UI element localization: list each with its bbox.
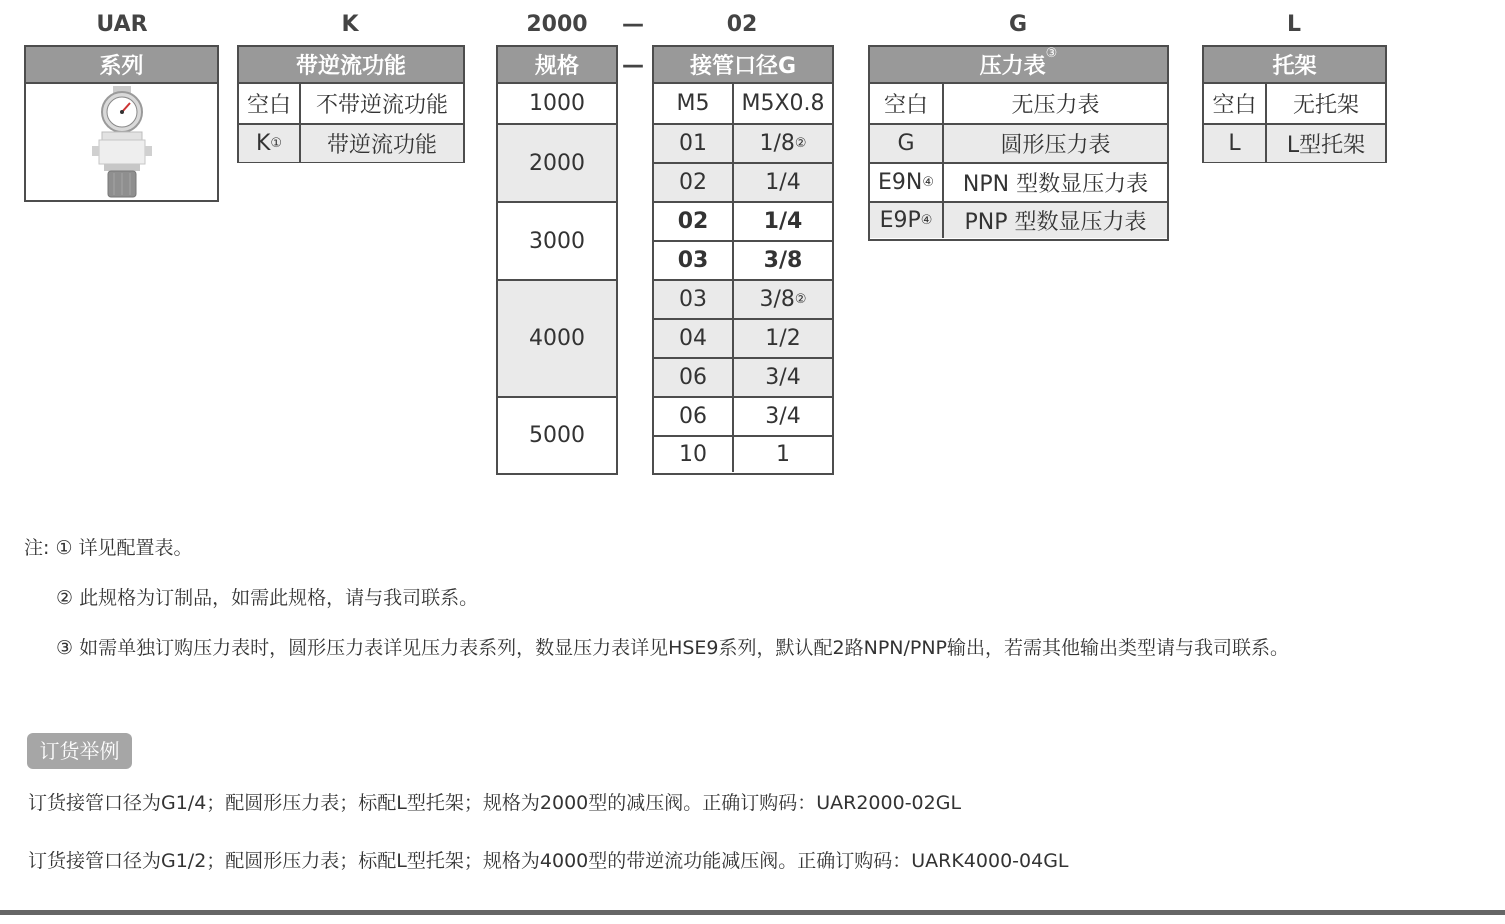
port-header: 接管口径G	[654, 47, 832, 84]
port-size: 1	[776, 442, 790, 467]
order-example-tag: 订货举例	[27, 733, 132, 769]
port-code: 01	[654, 125, 734, 162]
gauge-desc: PNP 型数显压力表	[964, 210, 1147, 235]
order-example-2: 订货接管口径为G1/2；配圆形压力表；标配L型托架；规格为4000型的带逆流功能减压阀。正确订购码：UARK4000-04GL	[28, 850, 1069, 872]
backflow-desc: 不带逆流功能	[315, 93, 448, 118]
series-section	[24, 45, 219, 202]
bottom-bar	[0, 910, 1505, 915]
port-code: 03	[654, 281, 734, 318]
note-1: 注: ① 详见配置表。	[24, 537, 193, 559]
bracket-section	[1202, 45, 1387, 163]
gauge-header: 压力表③	[870, 47, 1167, 84]
size-cell: 1000	[498, 84, 616, 123]
port-size: 1/8 ②	[759, 131, 807, 156]
port-size: 3/8 ②	[759, 287, 807, 312]
series-header: 系列	[26, 47, 217, 84]
size-cell: 5000	[498, 396, 616, 473]
bracket-code: 空白	[1204, 84, 1267, 123]
bracket-desc: 无托架	[1292, 93, 1359, 118]
port-size: 1/4	[765, 170, 801, 195]
port-row	[654, 279, 832, 318]
port-size: 3/8	[763, 248, 803, 273]
code-series: UAR	[96, 12, 148, 37]
backflow-section	[237, 45, 465, 163]
bracket-header: 托架	[1204, 47, 1385, 84]
port-code: 02	[654, 203, 734, 240]
gauge-row	[870, 162, 1167, 201]
gauge-row	[870, 201, 1167, 238]
size-section	[496, 45, 618, 475]
port-row	[654, 435, 832, 472]
gauge-code: 空白	[870, 84, 944, 123]
port-row	[654, 123, 832, 162]
code-dash: —	[622, 12, 644, 37]
port-row	[654, 201, 832, 240]
port-size: 3/4	[765, 365, 801, 390]
gauge-desc: NPN 型数显压力表	[962, 172, 1149, 197]
note-2: ② 此规格为订制品，如需此规格，请与我司联系。	[56, 587, 479, 609]
port-size: 3/4	[765, 404, 801, 429]
port-code: 03	[654, 242, 734, 279]
gauge-code: E9P ④	[870, 203, 944, 238]
port-code: 06	[654, 359, 734, 396]
port-size: 1/4	[763, 209, 803, 234]
port-section	[652, 45, 834, 475]
code-port: 02	[726, 12, 758, 37]
size-cell: 4000	[498, 279, 616, 396]
gauge-code: E9N ④	[870, 164, 944, 201]
gauge-row	[870, 123, 1167, 162]
backflow-code: 空白	[239, 84, 301, 123]
backflow-code: K ①	[239, 125, 301, 162]
backflow-row	[239, 123, 463, 162]
bracket-row	[1204, 123, 1385, 162]
port-code: 02	[654, 164, 734, 201]
section-dash: —	[622, 53, 644, 78]
backflow-desc: 带逆流功能	[326, 133, 437, 158]
port-row	[654, 357, 832, 396]
regulator-image	[26, 84, 217, 200]
bracket-code: L	[1204, 125, 1267, 162]
gauge-desc: 圆形压力表	[1000, 133, 1111, 158]
order-example-1: 订货接管口径为G1/4；配圆形压力表；标配L型托架；规格为2000型的减压阀。正确订购码：UAR2000-02GL	[28, 792, 962, 814]
backflow-header: 带逆流功能	[239, 47, 463, 84]
size-header: 规格	[498, 47, 616, 84]
port-row	[654, 240, 832, 279]
port-size: M5X0.8	[741, 91, 825, 116]
port-code: 10	[654, 437, 734, 472]
note-3: ③ 如需单独订购压力表时，圆形压力表详见压力表系列，数显压力表详见HSE9系列，默认配2路NPN/PNP输出，若需其他输出类型请与我司联系。	[56, 637, 1290, 659]
backflow-row	[239, 84, 463, 123]
bracket-row	[1204, 84, 1385, 123]
port-row	[654, 84, 832, 123]
port-code: M5	[654, 84, 734, 123]
bracket-desc: L型托架	[1286, 133, 1366, 158]
code-size: 2000	[526, 12, 588, 37]
port-row	[654, 396, 832, 435]
size-cell: 3000	[498, 201, 616, 279]
gauge-row	[870, 84, 1167, 123]
gauge-desc: 无压力表	[1011, 93, 1100, 118]
gauge-section	[868, 45, 1169, 241]
code-backflow: K	[341, 12, 359, 37]
port-code: 04	[654, 320, 734, 357]
port-size: 1/2	[765, 326, 801, 351]
code-bracket: L	[1286, 12, 1302, 37]
port-code: 06	[654, 398, 734, 435]
code-gauge: G	[1008, 12, 1028, 37]
port-row	[654, 318, 832, 357]
size-cell: 2000	[498, 123, 616, 201]
regulator-icon	[92, 86, 152, 198]
port-row	[654, 162, 832, 201]
gauge-code: G	[870, 125, 944, 162]
